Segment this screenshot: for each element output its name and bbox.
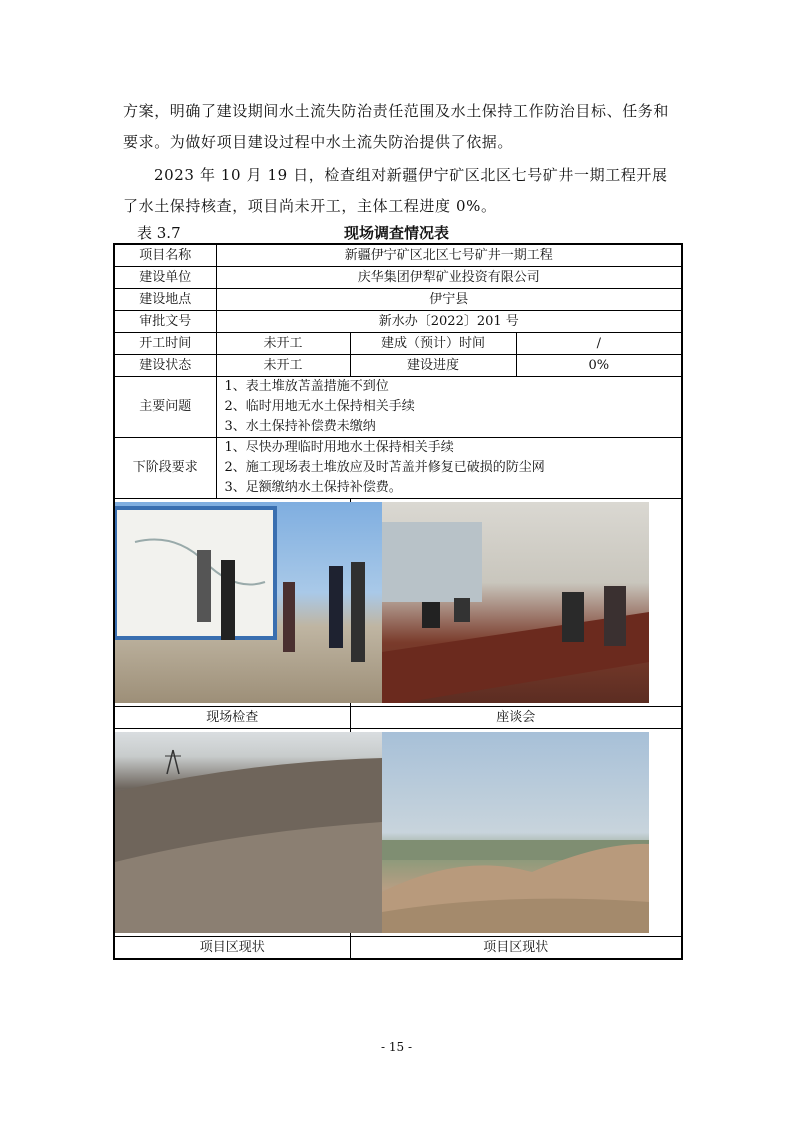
row-value: 新疆伊宁矿区北区七号矿井一期工程	[216, 244, 682, 267]
photo-meeting-cell	[350, 499, 682, 707]
row-label: 建设地点	[114, 289, 216, 311]
photo-meeting	[382, 502, 649, 703]
photo-caption: 项目区现状	[350, 937, 682, 960]
progress-value: 0%	[516, 355, 682, 377]
table-row	[114, 289, 682, 311]
list-item: 3、水土保持补偿费未缴纳	[224, 419, 376, 434]
survey-table	[113, 243, 683, 960]
table-title: 现场调查情况表	[343, 224, 449, 242]
table-row	[114, 499, 682, 707]
table-row	[114, 438, 682, 499]
progress-label: 建设进度	[350, 355, 516, 377]
table-row	[114, 355, 682, 377]
intro-paragraph-1: 方案，明确了建设期间水土流失防治责任范围及水土保持工作防治目标、任务和要求。为做好项目建设过程中水土流失防治提供了依据。	[123, 102, 670, 151]
start-value: 未开工	[216, 333, 350, 355]
photo-caption: 项目区现状	[114, 937, 350, 960]
photo-project-area-2	[382, 732, 649, 933]
table-number: 表 3.7	[137, 224, 181, 242]
photo-site-inspection	[115, 502, 382, 703]
complete-value: /	[516, 333, 682, 355]
row-label: 建设单位	[114, 267, 216, 289]
status-label: 建设状态	[114, 355, 216, 377]
table-row	[114, 729, 682, 937]
row-label: 审批文号	[114, 311, 216, 333]
table-row	[114, 377, 682, 438]
table-row	[114, 333, 682, 355]
list-item: 2、临时用地无水土保持相关手续	[224, 399, 415, 414]
status-value: 未开工	[216, 355, 350, 377]
table-row	[114, 311, 682, 333]
complete-label: 建成（预计）时间	[350, 333, 516, 355]
list-item: 3、足额缴纳水土保持补偿费。	[224, 480, 402, 495]
row-value: 庆华集团伊犁矿业投资有限公司	[216, 267, 682, 289]
issues-label: 主要问题	[114, 377, 216, 438]
row-value: 新水办〔2022〕201 号	[216, 311, 682, 333]
list-item: 1、表土堆放苫盖措施不到位	[224, 379, 389, 394]
table-row	[114, 937, 682, 960]
table-caption	[113, 222, 680, 244]
photo-caption: 座谈会	[350, 707, 682, 729]
photo-project-area-cell	[350, 729, 682, 937]
issues-list	[216, 377, 682, 438]
page-number: - 15 -	[380, 1040, 412, 1054]
start-label: 开工时间	[114, 333, 216, 355]
row-value: 伊宁县	[216, 289, 682, 311]
photo-caption: 现场检查	[114, 707, 350, 729]
next-label: 下阶段要求	[114, 438, 216, 499]
table-row	[114, 707, 682, 729]
photo-project-area-cell	[114, 729, 350, 937]
intro-paragraph-2: 2023 年 10 月 19 日，检查组对新疆伊宁矿区北区七号矿井一期工程开展了水土保持核查，项目尚未开工，主体工程进度 0%。	[123, 166, 668, 215]
photo-site-inspection-cell	[114, 499, 350, 707]
row-label: 项目名称	[114, 244, 216, 267]
photo-project-area-1	[115, 732, 382, 933]
list-item: 2、施工现场表土堆放应及时苫盖并修复已破损的防尘网	[224, 460, 545, 475]
list-item: 1、尽快办理临时用地水土保持相关手续	[224, 440, 454, 455]
table-row	[114, 244, 682, 267]
next-list	[216, 438, 682, 499]
table-row	[114, 267, 682, 289]
